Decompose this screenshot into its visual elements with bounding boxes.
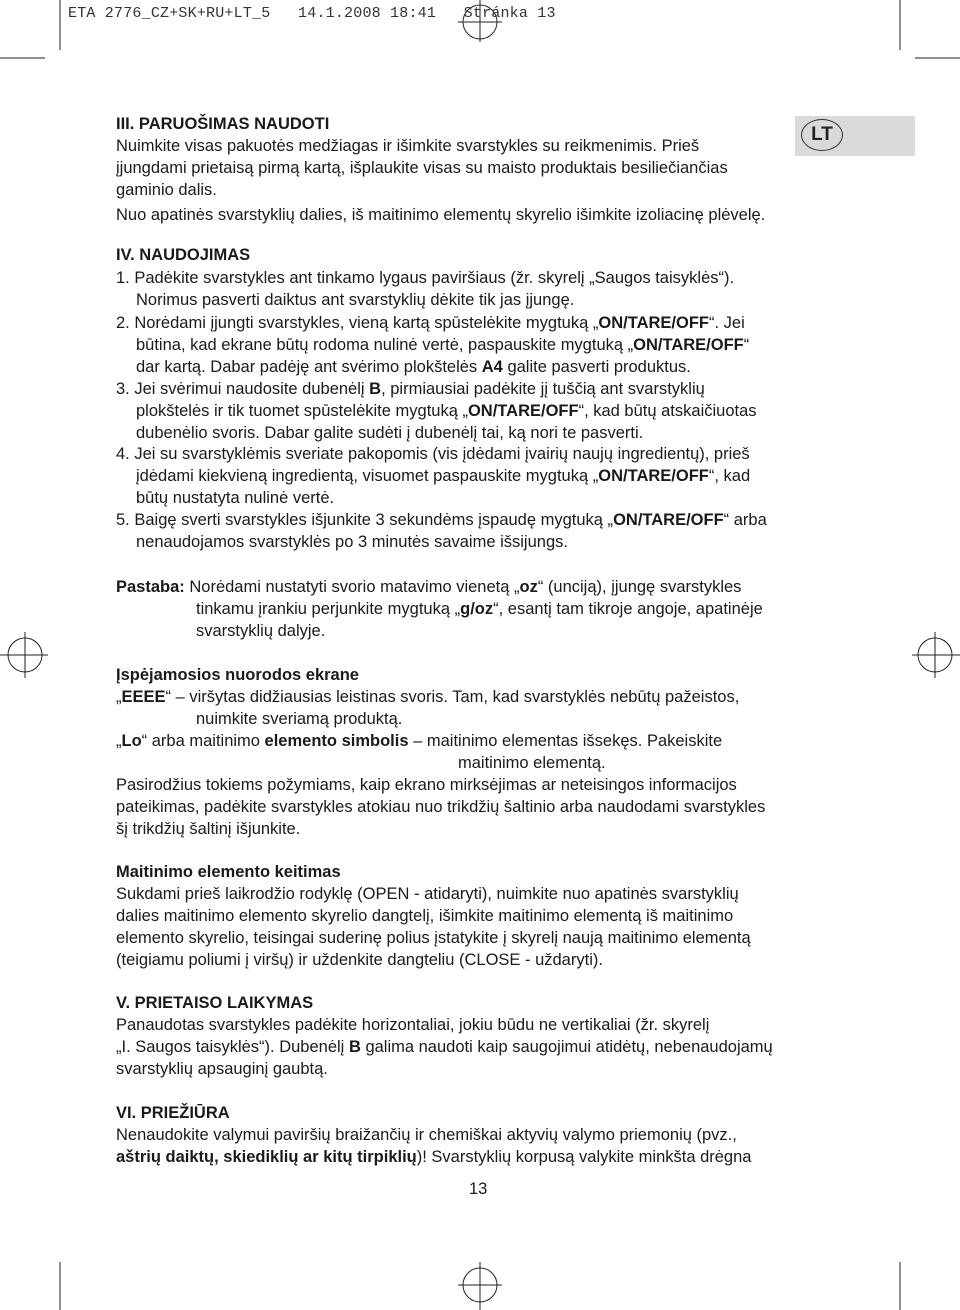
- text-line: elemento skyrelio, teisingai suderinę polius įstatykite į skyrelį naują maitinimo elementą: [116, 929, 751, 947]
- text-line: nenaudojamos svarstyklės po 3 minutės savaime išsijungs.: [136, 533, 568, 551]
- text-line: „I. Saugos taisyklės“). Dubenėlį B galima naudoti kaip saugojimui atidėtų, nebenaudojamų: [116, 1038, 773, 1056]
- text-line: Sukdami prieš laikrodžio rodyklę (OPEN - atidaryti), nuimkite nuo apatinės svarstyklių: [116, 885, 739, 903]
- text-line: būtų nustatyta nulinė vertė.: [136, 489, 335, 507]
- text-line: šį trikdžių šaltinį išjunkite.: [116, 820, 301, 838]
- text-line: plokštelės ir tik tuomet spūstelėkite mygtuką „ON/TARE/OFF“, kad būtų atskaičiuotas: [136, 402, 757, 420]
- list-item-5: 5. Baigę sverti svarstykles išjunkite 3 sekundėms įspaudę mygtuką „ON/TARE/OFF“ arba: [116, 511, 767, 529]
- warnings-heading: Įspėjamosios nuorodos ekrane: [116, 666, 359, 684]
- text-line: Nuimkite visas pakuotės medžiagas ir išimkite svarstykles su reikmenimis. Prieš: [116, 137, 700, 155]
- note-line: Pastaba: Norėdami nustatyti svorio matavimo vienetą „oz“ (unciją), įjungę svarstykles: [116, 578, 742, 596]
- text-line: svarstyklių dalyje.: [196, 622, 326, 640]
- print-slug: ETA 2776_CZ+SK+RU+LT_5 14.1.2008 18:41 Stránka 13: [68, 5, 556, 22]
- language-tab: [795, 116, 915, 156]
- section-4-heading: IV. NAUDOJIMAS: [116, 246, 251, 264]
- text-line: pateikimas, padėkite svarstykles atokiau nuo trikdžių šaltinio arba naudodami svarstykles: [116, 798, 766, 816]
- warning-lo: „Lo“ arba maitinimo elemento simbolis – maitinimo elementas išsekęs. Pakeiskite: [116, 732, 723, 750]
- text-line: (teigiamu poliumi į viršų) ir uždenkite dangteliu (CLOSE - uždaryti).: [116, 951, 603, 969]
- text-line: gaminio dalis.: [116, 181, 217, 199]
- page-number: 13: [469, 1180, 488, 1198]
- text-line: Nuo apatinės svarstyklių dalies, iš maitinimo elementų skyrelio išimkite izoliacinę plėvelę.: [116, 206, 766, 224]
- text-line: įjungdami prietaisą pirmą kartą, išplaukite visas su maisto produktais besiliečiančias: [116, 159, 728, 177]
- text-line: nuimkite sveriamą produktą.: [196, 710, 403, 728]
- list-item-2: 2. Norėdami įjungti svarstykles, vieną kartą spūstelėkite mygtuką „ON/TARE/OFF“. Jei: [116, 314, 745, 332]
- text-line: tinkamu įrankiu perjunkite mygtuką „g/oz“, esantį tam tikroje angoje, apatinėje: [196, 600, 763, 618]
- language-badge: LT: [801, 119, 843, 151]
- list-item-3: 3. Jei svėrimui naudosite dubenėlį B, pirmiausiai padėkite jį tuščią ant svarstyklių: [116, 380, 705, 398]
- text-line: aštrių daiktų, skiediklių ar kitų tirpiklių)! Svarstyklių korpusą valykite minkšta drėgna: [116, 1148, 752, 1166]
- text-line: įdėdami kiekvieną ingredientą, visuomet paspauskite mygtuką „ON/TARE/OFF“, kad: [136, 467, 751, 485]
- text-line: maitinimo elementą.: [458, 754, 606, 772]
- list-item-4: 4. Jei su svarstyklėmis sveriate pakopomis (vis įdėdami įvairių naujų ingredientų), prieš: [116, 445, 750, 463]
- text-line: Norimus pasverti daiktus ant svarstyklių dėkite tik jas įjungę.: [136, 291, 575, 309]
- list-item-1: 1. Padėkite svarstykles ant tinkamo lygaus paviršiaus (žr. skyrelį „Saugos taisyklės“).: [116, 269, 735, 287]
- section-3-heading: III. PARUOŠIMAS NAUDOTI: [116, 115, 330, 133]
- note-label: Pastaba:: [116, 578, 185, 596]
- battery-heading: Maitinimo elemento keitimas: [116, 863, 341, 881]
- text-line: svarstyklių apsauginį gaubtą.: [116, 1060, 328, 1078]
- text-line: Nenaudokite valymui paviršių braižančių ir chemiškai aktyvių valymo priemonių (pvz.,: [116, 1126, 737, 1144]
- section-5-heading: V. PRIETAISO LAIKYMAS: [116, 994, 314, 1012]
- text-line: Pasirodžius tokiems požymiams, kaip ekrano mirksėjimas ar neteisingos informacijos: [116, 776, 737, 794]
- text-line: Panaudotas svarstykles padėkite horizontaliai, jokiu būdu ne vertikaliai (žr. skyrelį: [116, 1016, 710, 1034]
- warning-eeee: „EEEE“ – viršytas didžiausias leistinas svoris. Tam, kad svarstyklės nebūtų pažeistos,: [116, 688, 740, 706]
- text-line: dubenėlio svoris. Dabar galite sudėti į dubenėlį tai, ką nori te pasverti.: [136, 424, 644, 442]
- text-line: būtina, kad ekrane būtų rodoma nulinė vertė, paspauskite mygtuką „ON/TARE/OFF“: [136, 336, 750, 354]
- text-line: dar kartą. Dabar padėję ant svėrimo plokštelės A4 galite pasverti produktus.: [136, 358, 691, 376]
- section-6-heading: VI. PRIEŽIŪRA: [116, 1104, 230, 1122]
- text-line: dalies maitinimo elemento skyrelio dangtelį, išimkite maitinimo elementą iš maitinimo: [116, 907, 734, 925]
